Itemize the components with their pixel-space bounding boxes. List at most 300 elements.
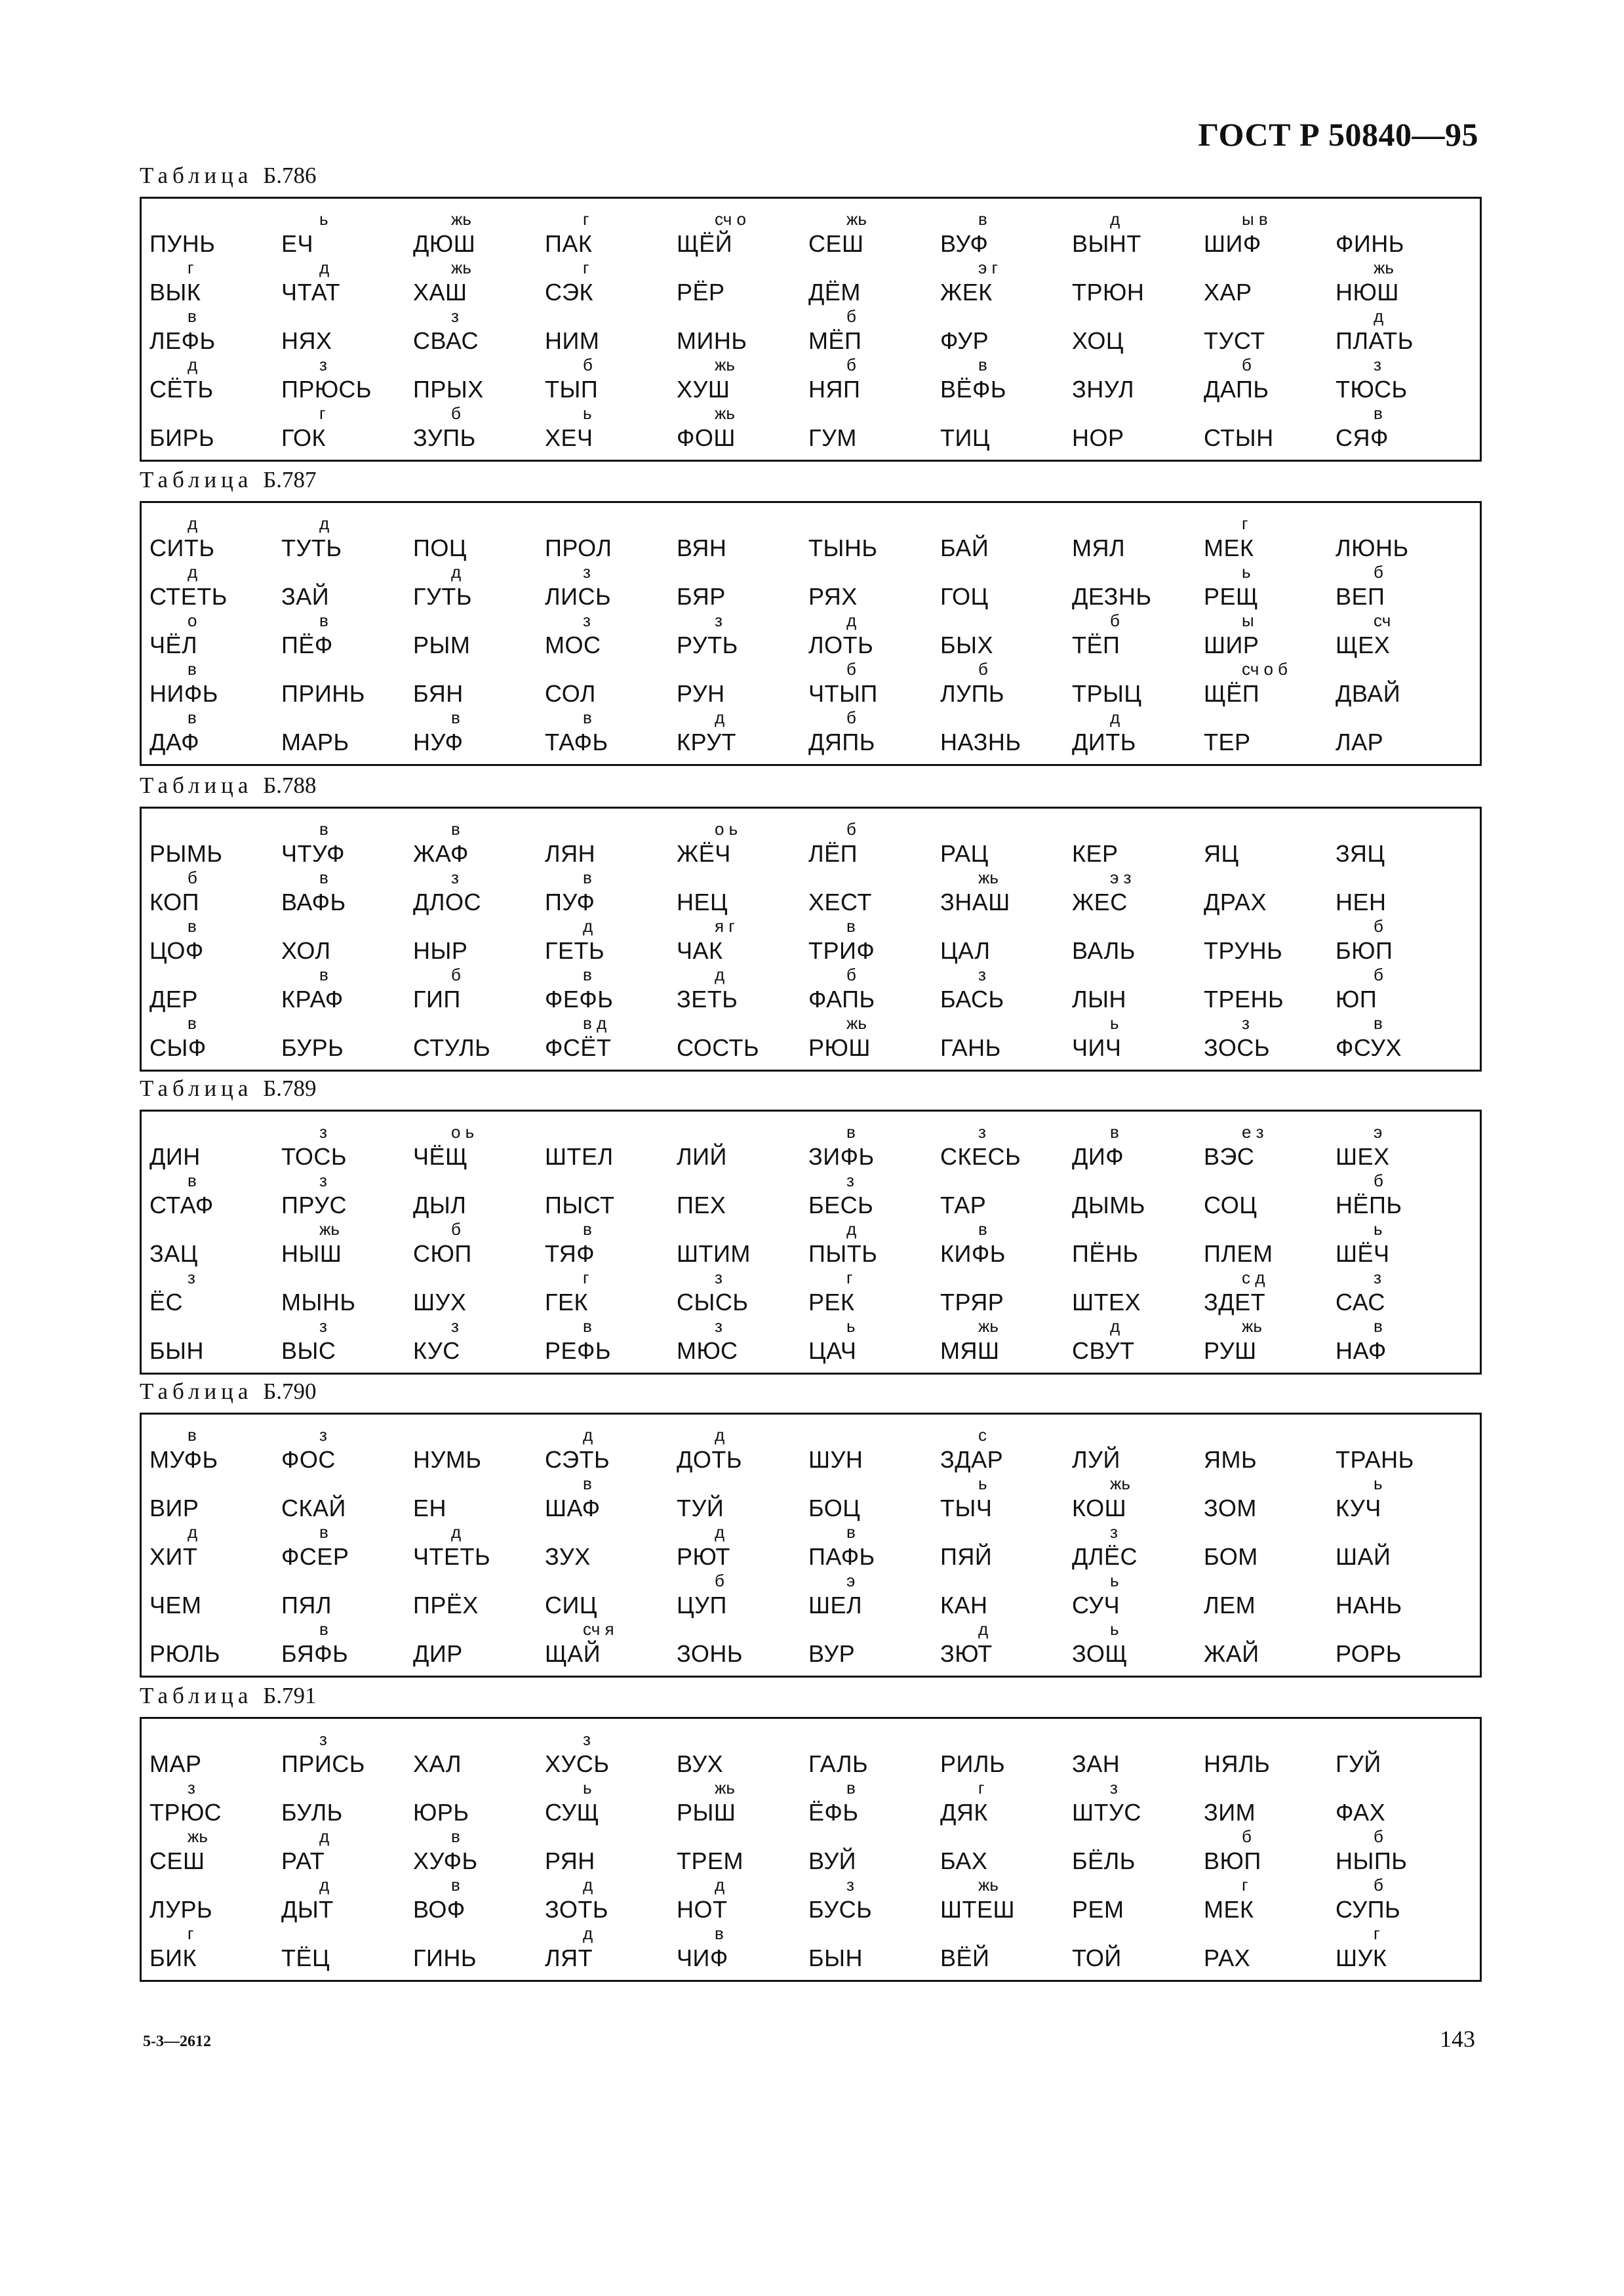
table-word: ТРЮС <box>149 1799 222 1826</box>
superscript-mark: д <box>188 514 198 533</box>
table-word: МЯЛ <box>1072 534 1126 561</box>
table-row <box>149 1876 1480 1925</box>
superscript-mark: в <box>583 965 592 984</box>
superscript-mark: жь <box>715 1778 735 1798</box>
table-word: БУРЬ <box>281 1034 344 1061</box>
superscript-mark: з <box>846 1171 854 1190</box>
table-cell <box>808 1523 940 1572</box>
superscript-mark: в <box>583 1474 592 1493</box>
table-cell <box>281 308 413 356</box>
table-word: ПРИНЬ <box>281 680 365 707</box>
superscript-mark: з <box>846 1875 854 1895</box>
superscript-mark: б <box>846 819 856 839</box>
table-cell <box>1336 1731 1467 1779</box>
superscript-mark: в <box>188 1425 197 1445</box>
superscript-mark: сч о <box>715 209 746 229</box>
table-word: ЗОНЬ <box>677 1640 743 1667</box>
table-cell <box>281 1779 413 1828</box>
table-cell <box>281 820 413 869</box>
table-cell <box>281 1876 413 1925</box>
table-word: ПАФЬ <box>808 1543 875 1570</box>
superscript-mark: б <box>451 403 461 423</box>
superscript-mark: г <box>583 209 589 229</box>
table-cell <box>940 1876 1072 1925</box>
table-word: ШЕЛ <box>808 1592 863 1619</box>
table-word: ЛЯТ <box>545 1944 593 1971</box>
table-word: ЩЁЙ <box>677 230 733 257</box>
table-cell <box>1336 1426 1467 1475</box>
table-word: ШТЕХ <box>1072 1289 1141 1316</box>
table-word: КРАФ <box>281 986 344 1013</box>
table-word: ЧТАТ <box>281 279 340 306</box>
superscript-mark: б <box>1374 562 1383 582</box>
table-cell <box>281 1731 413 1779</box>
superscript-mark: в <box>451 819 460 839</box>
table-cell <box>677 1220 808 1269</box>
table-word: САС <box>1336 1289 1385 1316</box>
table-cell <box>1204 1621 1336 1669</box>
table-cell <box>281 405 413 453</box>
table-word: НЮШ <box>1336 279 1399 306</box>
table-word: СОЦ <box>1204 1192 1258 1218</box>
table-cell <box>1204 259 1336 308</box>
superscript-mark: в <box>846 1778 856 1798</box>
table-word: МУФЬ <box>149 1446 218 1473</box>
table-row <box>149 405 1480 453</box>
superscript-mark: з <box>583 562 591 582</box>
table-cell <box>545 1523 677 1572</box>
table-row <box>149 820 1480 869</box>
table-row <box>149 515 1480 563</box>
table-cell <box>1072 1123 1204 1172</box>
table-cell <box>1204 515 1336 563</box>
table-cell <box>149 1475 281 1523</box>
table-word: БЁЛЬ <box>1072 1847 1136 1874</box>
table-row <box>149 709 1480 757</box>
table-word: НЫШ <box>281 1240 342 1267</box>
table-cell <box>281 660 413 709</box>
table-cell <box>1072 1523 1204 1572</box>
table-cell <box>1204 709 1336 757</box>
table-word: ПУФ <box>545 889 595 916</box>
table-cell <box>149 1876 281 1925</box>
table-word: ХОЛ <box>281 937 331 964</box>
table-word: ЗНАШ <box>940 889 1010 916</box>
table-cell <box>677 1475 808 1523</box>
table-cell <box>940 709 1072 757</box>
superscript-mark: б <box>1374 1875 1383 1895</box>
table-word: ВЁФЬ <box>940 376 1007 403</box>
table-word: ХАШ <box>413 279 467 306</box>
table-word: ПОЦ <box>413 534 467 561</box>
table-word: СКЕСЬ <box>940 1143 1021 1170</box>
table-cell <box>413 211 545 259</box>
table-word: СВАС <box>413 327 479 354</box>
table-word: ДЯК <box>940 1799 988 1826</box>
table-word: ТРЮН <box>1072 279 1145 306</box>
table-cell <box>677 917 808 966</box>
table-cell <box>413 1621 545 1669</box>
table-cell <box>808 820 940 869</box>
table-row <box>149 1269 1480 1318</box>
table-cell <box>413 259 545 308</box>
table-cell <box>149 1828 281 1876</box>
superscript-mark: д <box>451 562 462 582</box>
table-row <box>149 1123 1480 1172</box>
table-word: ХУСЬ <box>545 1750 610 1777</box>
superscript-mark: о ь <box>715 819 738 839</box>
page-number: 143 <box>1440 2026 1475 2052</box>
table-cell <box>940 1123 1072 1172</box>
superscript-mark: б <box>715 1571 724 1590</box>
table-caption-number: Б.787 <box>263 467 317 493</box>
table-word: РЯН <box>545 1847 595 1874</box>
table-word: БУЛЬ <box>281 1799 343 1826</box>
table-cell <box>1072 563 1204 612</box>
table-cell <box>940 259 1072 308</box>
table-word: СУПЬ <box>1336 1896 1401 1923</box>
table-cell <box>677 1123 808 1172</box>
table-cell <box>1204 1876 1336 1925</box>
table-word: СЯФ <box>1336 424 1389 451</box>
table-word: ПЯЛ <box>281 1592 332 1619</box>
table-cell <box>808 211 940 259</box>
table-cell <box>677 211 808 259</box>
superscript-mark: в <box>188 659 197 679</box>
table-cell <box>149 1731 281 1779</box>
table-cell <box>940 1731 1072 1779</box>
table-word: ЗОЩ <box>1072 1640 1128 1667</box>
table-word: КОП <box>149 889 199 916</box>
table-word: КЕР <box>1072 840 1119 867</box>
table-word: ТРЯР <box>940 1289 1004 1316</box>
table-cell <box>413 1426 545 1475</box>
superscript-mark: д <box>846 611 857 630</box>
table-word: ВАФЬ <box>281 889 346 916</box>
superscript-mark: о <box>188 611 197 630</box>
table-cell <box>1204 1426 1336 1475</box>
table-cell <box>1072 612 1204 660</box>
table-word: ФУР <box>940 327 989 354</box>
table-word: ШИР <box>1204 632 1259 658</box>
table-cell <box>1204 869 1336 917</box>
table-word: ЛЮНЬ <box>1336 534 1409 561</box>
table-word: ХИТ <box>149 1543 198 1570</box>
superscript-mark: з <box>319 1171 327 1190</box>
table-cell <box>808 1572 940 1621</box>
table-word: СЮП <box>413 1240 472 1267</box>
table-cell <box>940 917 1072 966</box>
table-word: ЯЦ <box>1204 840 1239 867</box>
superscript-mark: г <box>583 1268 589 1287</box>
table-word: ЛИСЬ <box>545 583 612 610</box>
table-word: ЛОТЬ <box>808 632 874 658</box>
table-word: РЫМ <box>413 632 471 658</box>
table-cell <box>677 1426 808 1475</box>
table-word: РУТЬ <box>677 632 738 658</box>
table-cell <box>677 563 808 612</box>
table-cell <box>545 1123 677 1172</box>
table-cell <box>413 917 545 966</box>
table-word: ПРИСЬ <box>281 1750 365 1777</box>
word-table <box>140 1413 1482 1678</box>
table-cell <box>1336 660 1467 709</box>
table-row <box>149 1220 1480 1269</box>
table-cell <box>1336 612 1467 660</box>
table-cell <box>281 211 413 259</box>
table-word: ГЕК <box>545 1289 588 1316</box>
table-word: ЮП <box>1336 986 1377 1013</box>
table-cell <box>940 966 1072 1015</box>
table-word: ФИНЬ <box>1336 230 1404 257</box>
table-word: ТЁП <box>1072 632 1120 658</box>
table-word: ЦАЧ <box>808 1337 857 1364</box>
table-cell <box>545 1828 677 1876</box>
table-cell <box>413 612 545 660</box>
superscript-mark: в <box>188 1171 197 1190</box>
superscript-mark: г <box>188 1923 194 1943</box>
table-word: ШЁЧ <box>1336 1240 1390 1267</box>
superscript-mark: в <box>846 1122 856 1142</box>
table-cell <box>1072 1269 1204 1318</box>
table-word: ЗИМ <box>1204 1799 1256 1826</box>
table-word: ВЮП <box>1204 1847 1261 1874</box>
superscript-mark: з <box>188 1778 195 1798</box>
table-cell <box>413 1318 545 1366</box>
table-word: СЁТЬ <box>149 376 214 403</box>
table-cell <box>545 356 677 405</box>
table-row <box>149 1925 1480 1973</box>
table-cell <box>808 1220 940 1269</box>
table-word: ВЁЙ <box>940 1944 990 1971</box>
superscript-mark: ь <box>1374 1219 1383 1239</box>
table-word: НЕЦ <box>677 889 728 916</box>
table-word: ВОФ <box>413 1896 465 1923</box>
table-cell <box>1072 259 1204 308</box>
superscript-mark: э з <box>1110 868 1132 887</box>
superscript-mark: б <box>583 355 593 374</box>
table-cell <box>940 563 1072 612</box>
table-cell <box>545 1621 677 1669</box>
superscript-mark: е з <box>1242 1122 1264 1142</box>
superscript-mark: в <box>451 708 460 727</box>
table-caption-number: Б.791 <box>263 1683 317 1708</box>
table-word: ШУК <box>1336 1944 1387 1971</box>
table-word: ЧЁЩ <box>413 1143 468 1170</box>
table-row <box>149 1621 1480 1669</box>
table-row <box>149 612 1480 660</box>
superscript-mark: з <box>583 611 591 630</box>
table-cell <box>149 1172 281 1220</box>
table-word: ВЫС <box>281 1337 336 1364</box>
table-word: ШУХ <box>413 1289 467 1316</box>
table-cell <box>1072 1925 1204 1973</box>
table-word: ТУЙ <box>677 1495 724 1521</box>
table-word: НИМ <box>545 327 600 354</box>
table-cell <box>281 356 413 405</box>
table-cell <box>808 1269 940 1318</box>
table-word: МЮС <box>677 1337 738 1364</box>
superscript-mark: з <box>1110 1778 1118 1798</box>
table-word: РЁР <box>677 279 725 306</box>
superscript-mark: в <box>1374 1316 1383 1336</box>
table-word: ШАФ <box>545 1495 601 1521</box>
table-word: ЖЕС <box>1072 889 1128 916</box>
superscript-mark: д <box>715 1875 725 1895</box>
table-cell <box>281 1269 413 1318</box>
table-cell <box>1204 660 1336 709</box>
table-cell <box>1072 211 1204 259</box>
superscript-mark: б <box>1242 355 1252 374</box>
table-cell <box>149 917 281 966</box>
table-cell <box>281 1172 413 1220</box>
table-word: НЯП <box>808 376 861 403</box>
table-word: ШТЕЛ <box>545 1143 614 1170</box>
table-word: СВУТ <box>1072 1337 1135 1364</box>
table-word: ЖАФ <box>413 840 469 867</box>
table-word: СЕШ <box>149 1847 205 1874</box>
superscript-mark: в <box>451 1875 460 1895</box>
table-word: ЗАН <box>1072 1750 1120 1777</box>
superscript-mark: ь <box>1374 1474 1383 1493</box>
superscript-mark: д <box>583 1923 593 1943</box>
superscript-mark: в <box>319 868 328 887</box>
table-cell <box>808 405 940 453</box>
table-word: ПАК <box>545 230 593 257</box>
table-word: СОСТЬ <box>677 1034 760 1061</box>
table-cell <box>808 869 940 917</box>
table-word: ДИФ <box>1072 1143 1124 1170</box>
table-word: ВУХ <box>677 1750 724 1777</box>
table-cell <box>413 1269 545 1318</box>
table-cell <box>1204 917 1336 966</box>
table-cell <box>1204 820 1336 869</box>
superscript-mark: жь <box>978 1316 999 1336</box>
table-word: ТРЫЦ <box>1072 680 1142 707</box>
table-cell <box>545 563 677 612</box>
standard-header: ГОСТ Р 50840—95 <box>1198 116 1478 153</box>
superscript-mark: д <box>583 916 593 936</box>
table-word: ЧИЧ <box>1072 1034 1122 1061</box>
table-caption-label: Таблица <box>140 467 253 493</box>
table-cell <box>677 1876 808 1925</box>
table-cell <box>940 1828 1072 1876</box>
table-word: ГИНЬ <box>413 1944 477 1971</box>
superscript-mark: б <box>978 659 988 679</box>
table-word: СИТЬ <box>149 534 215 561</box>
superscript-mark: в <box>583 1219 592 1239</box>
table-cell <box>149 1426 281 1475</box>
table-cell <box>808 1172 940 1220</box>
table-cell <box>1336 1475 1467 1523</box>
table-word: БАХ <box>940 1847 988 1874</box>
table-cell <box>1204 1220 1336 1269</box>
superscript-mark: в <box>319 819 328 839</box>
table-cell <box>940 1925 1072 1973</box>
table-word: БЯР <box>677 583 726 610</box>
table-caption-label: Таблица <box>140 1379 253 1404</box>
table-cell <box>149 709 281 757</box>
table-word: ХУШ <box>677 376 730 403</box>
table-row <box>149 1172 1480 1220</box>
superscript-mark: д <box>1374 306 1384 326</box>
table-word: ЗУПЬ <box>413 424 476 451</box>
table-word: КОШ <box>1072 1495 1127 1521</box>
table-word: ЁС <box>149 1289 184 1316</box>
table-word: БУСЬ <box>808 1896 873 1923</box>
superscript-mark: в <box>188 1013 197 1033</box>
table-word: ЕН <box>413 1495 447 1521</box>
table-cell <box>545 1876 677 1925</box>
table-cell <box>940 1220 1072 1269</box>
superscript-mark: с д <box>1242 1268 1265 1287</box>
table-word: ЗАЙ <box>281 583 330 610</box>
table-word: ПЕХ <box>677 1192 726 1218</box>
superscript-mark: б <box>846 306 856 326</box>
table-cell <box>940 308 1072 356</box>
table-cell <box>281 515 413 563</box>
table-cell <box>545 1220 677 1269</box>
table-word: ГОК <box>281 424 326 451</box>
superscript-mark: б <box>451 965 461 984</box>
table-cell <box>1072 405 1204 453</box>
table-word: КРУТ <box>677 729 737 755</box>
table-cell <box>1204 1572 1336 1621</box>
table-cell <box>1336 308 1467 356</box>
table-word: РОРЬ <box>1336 1640 1402 1667</box>
table-cell <box>281 1318 413 1366</box>
table-cell <box>940 1172 1072 1220</box>
table-word: ЖАЙ <box>1204 1640 1259 1667</box>
superscript-mark: э <box>1374 1122 1383 1142</box>
table-cell <box>1336 1572 1467 1621</box>
table-word: ЗОМ <box>1204 1495 1257 1521</box>
table-word: НЁПЬ <box>1336 1192 1402 1218</box>
table-word: ВУР <box>808 1640 856 1667</box>
table-word: ТЮСЬ <box>1336 376 1408 403</box>
table-word: ДЁМ <box>808 279 861 306</box>
superscript-mark: б <box>1110 611 1120 630</box>
table-cell <box>149 211 281 259</box>
table-word: ЩАЙ <box>545 1640 601 1667</box>
table-word: ШЕХ <box>1336 1143 1390 1170</box>
table-cell <box>149 356 281 405</box>
table-word: ЗЮТ <box>940 1640 993 1667</box>
table-cell <box>1336 1123 1467 1172</box>
table-word: ПРЮСЬ <box>281 376 372 403</box>
footer-code: 5-3—2612 <box>143 2033 211 2050</box>
table-cell <box>808 1426 940 1475</box>
table-word: ГЕТЬ <box>545 937 605 964</box>
table-cell <box>545 820 677 869</box>
table-word: ЧАК <box>677 937 723 964</box>
table-cell <box>1336 820 1467 869</box>
superscript-mark: ы <box>1242 611 1254 630</box>
table-word: КИФЬ <box>940 1240 1006 1267</box>
superscript-mark: в <box>188 708 197 727</box>
table-cell <box>1336 211 1467 259</box>
superscript-mark: г <box>188 258 194 277</box>
table-cell <box>677 1318 808 1366</box>
table-word: ДИТЬ <box>1072 729 1136 755</box>
table-word: ПРЫХ <box>413 376 484 403</box>
superscript-mark: д <box>715 965 725 984</box>
table-word: ТУСТ <box>1204 327 1265 354</box>
table-word: МЯШ <box>940 1337 1000 1364</box>
table-cell <box>677 1779 808 1828</box>
table-cell <box>940 820 1072 869</box>
table-word: ЕЧ <box>281 230 314 257</box>
